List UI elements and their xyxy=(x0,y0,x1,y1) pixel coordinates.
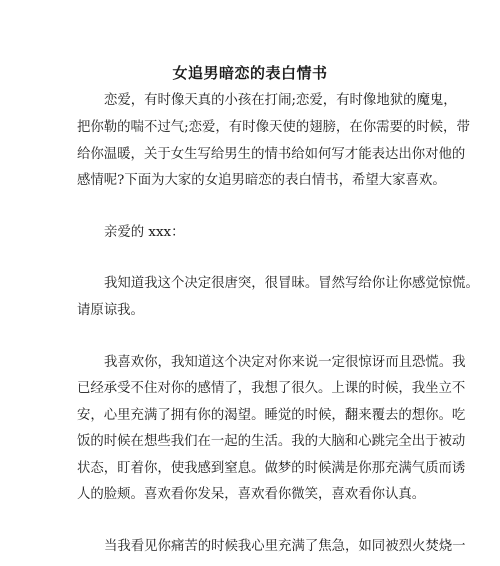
intro-line-3: 给你温暖，关于女生写给男生的情书给如何写才能表达出你对他的 xyxy=(77,147,466,162)
intro-line-4: 感情呢?下面为大家的女追男暗恋的表白情书，希望大家喜欢。 xyxy=(77,173,446,188)
salutation: 亲爱的 xxx： xyxy=(104,225,185,240)
para2-line-4: 饭的时候在想些我们在一起的生活。我的大脑和心跳完全出于被动 xyxy=(77,434,466,449)
intro-line-1: 恋爱，有时像天真的小孩在打闹;恋爱，有时像地狱的魔鬼， xyxy=(104,93,457,108)
para2-line-1: 我喜欢你，我知道这个决定对你来说一定很惊讶而且恐慌。我 xyxy=(104,355,466,370)
para2-line-3: 安，心里充满了拥有你的渴望。睡觉的时候，翻来覆去的想你。吃 xyxy=(77,408,466,423)
para2-line-5: 状态，盯着你，使我感到窒息。做梦的时候满是你那充满气质而诱 xyxy=(77,461,466,476)
para1-line-2: 请原谅我。 xyxy=(77,303,144,318)
para3-line-1: 当我看见你痛苦的时候我心里充满了焦急，如同被烈火焚烧一 xyxy=(104,539,466,554)
intro-line-2: 把你勒的喘不过气;恋爱，有时像天使的翅膀，在你需要的时候，带 xyxy=(77,120,470,135)
document-title: 女追男暗恋的表白情书 xyxy=(172,64,328,82)
para1-line-1: 我知道我这个决定很唐突，很冒昧。冒然写给你让你感觉惊慌。 xyxy=(104,276,479,291)
para2-line-6: 人的脸颊。喜欢看你发呆，喜欢看你微笑，喜欢看你认真。 xyxy=(77,487,426,502)
para2-line-2: 已经承受不住对你的感情了，我想了很久。上课的时候，我坐立不 xyxy=(77,381,466,396)
